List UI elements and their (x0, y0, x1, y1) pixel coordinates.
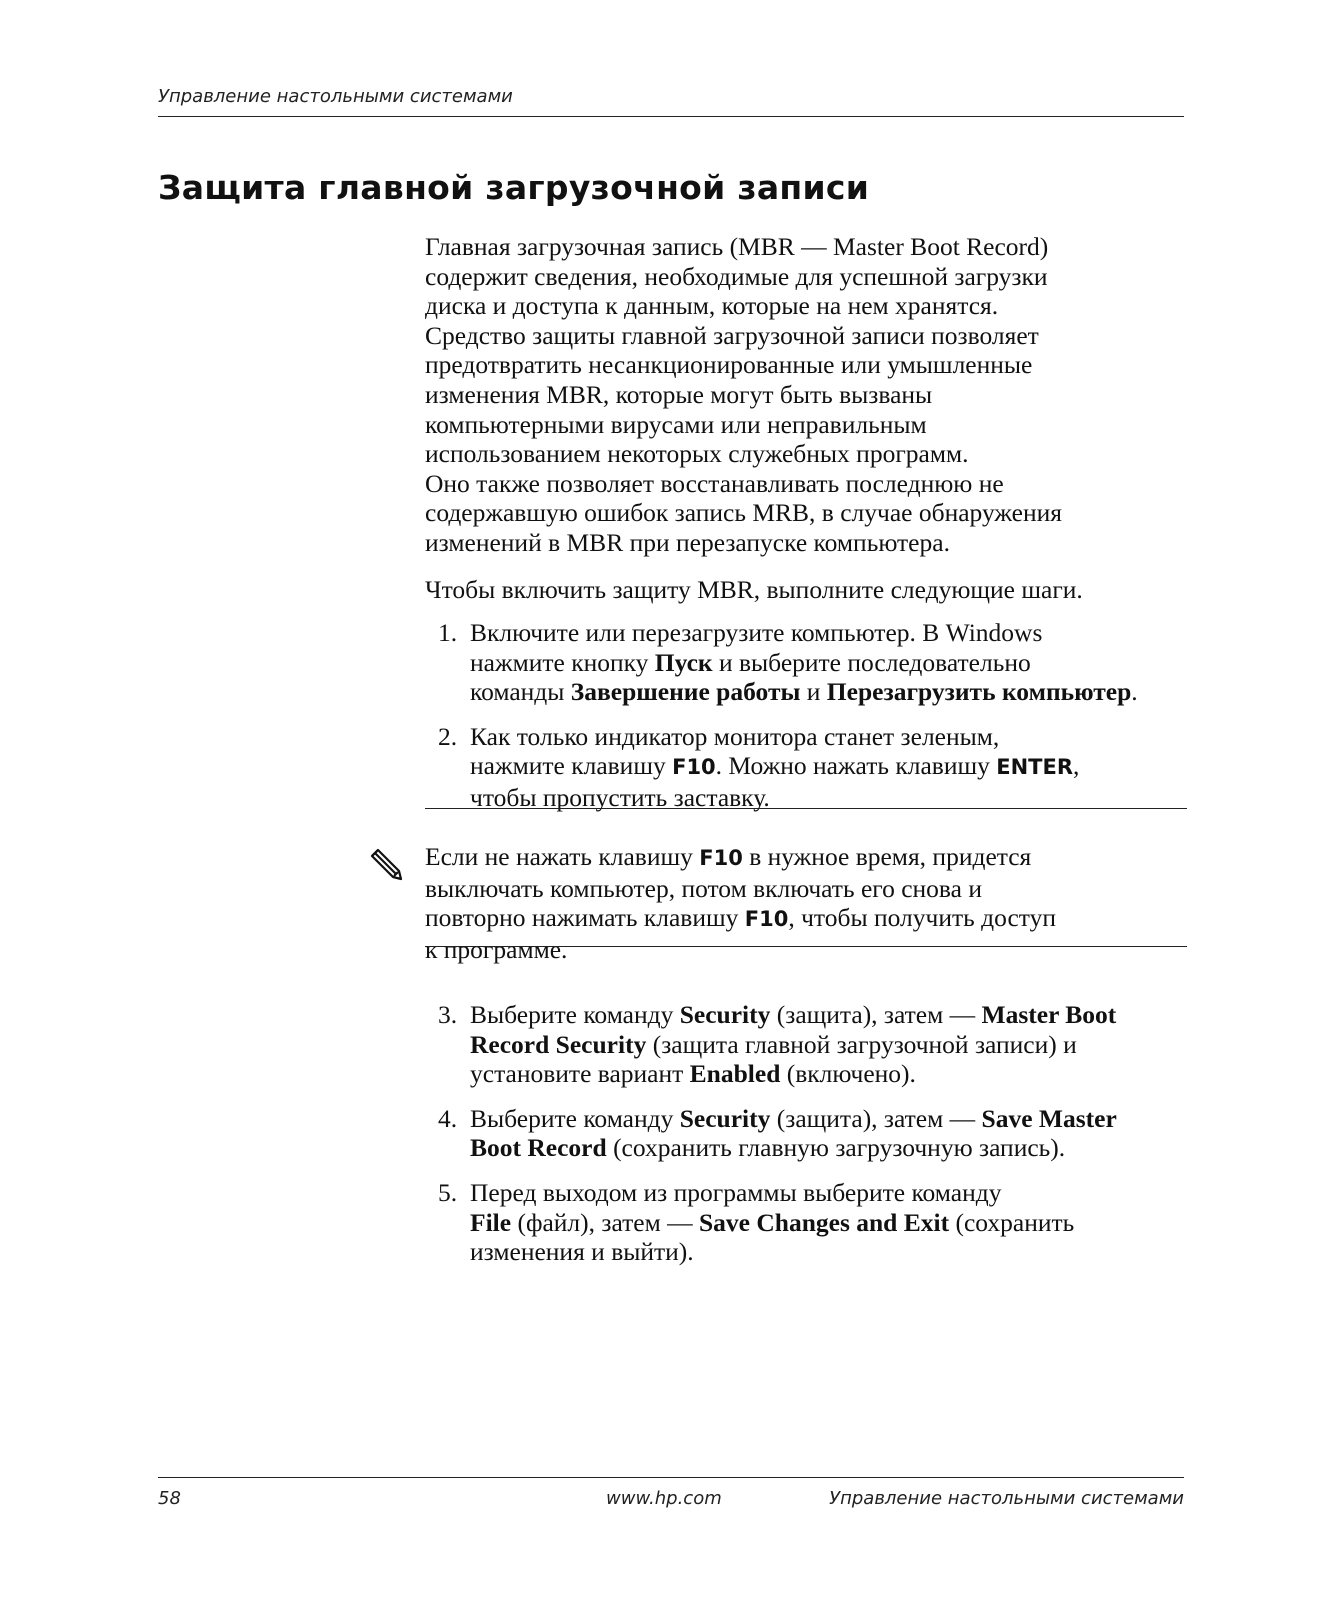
step-line: нажмите клавишу F10. Можно нажать клавишу ENTER, (470, 751, 1080, 781)
footer-url[interactable]: www.hp.com (606, 1488, 722, 1509)
step-line: Выберите команду Security (защита), затем — Save Master (470, 1103, 1117, 1133)
ui-term-security: Security (679, 1000, 771, 1029)
ui-term-start: Пуск (654, 647, 713, 677)
step-line: установите вариант Enabled (включено). (470, 1059, 916, 1089)
ui-term-restart: Перезагрузить компьютер (826, 677, 1132, 707)
intro-line: Средство защиты главной загрузочной записи позволяет (425, 320, 1039, 350)
key-f10: F10 (699, 846, 743, 870)
intro-line: Главная загрузочная запись (MBR — Master Boot Record) (425, 232, 1049, 261)
step-number: 4. (438, 1103, 458, 1133)
running-header (158, 86, 1184, 117)
key-f10: F10 (744, 907, 789, 932)
step-3 (425, 1000, 1190, 1089)
intro-line: содержавшую ошибок запись MRB, в случае обнаружения (425, 498, 1062, 528)
steps-list-1 (425, 618, 1190, 828)
lead-text: Чтобы включить защиту MBR, выполните следующие шаги. (425, 575, 1083, 604)
intro-line: использованием некоторых служебных программ. (425, 439, 969, 469)
intro-line: компьютерными вирусами или неправильным (425, 409, 927, 439)
ui-term-file: File (470, 1207, 512, 1237)
ui-term-enabled: Enabled (689, 1059, 781, 1089)
note-line: Если не нажать клавишу F10 в нужное время, придется (425, 842, 1032, 871)
ui-term-security: Security (679, 1103, 771, 1133)
step-line: Record Security (защита главной загрузочной записи) и (470, 1029, 1077, 1059)
intro-line: диска и доступа к данным, которые на нем хранятся. (425, 291, 999, 321)
step-5 (425, 1178, 1190, 1267)
footer-title: Управление настольными системами (829, 1488, 1184, 1509)
step-number: 5. (438, 1177, 458, 1207)
intro-paragraph (425, 232, 1190, 558)
running-header-title: Управление настольными системами (158, 86, 513, 107)
step-line: Выберите команду Security (защита), затем — Master Boot (470, 1000, 1117, 1029)
intro-line: изменения MBR, которые могут быть вызваны (425, 379, 933, 409)
ui-term-master-boot: Master Boot (981, 1000, 1117, 1029)
step-line: Включите или перезагрузите компьютер. В Windows (470, 618, 1043, 647)
intro-line: Оно также позволяет восстанавливать последнюю не (425, 468, 1004, 498)
step-line: Boot Record (сохранить главную загрузочную запись). (470, 1133, 1066, 1163)
ui-term-save-master: Save Master (981, 1103, 1117, 1133)
pencil-note-icon (368, 846, 404, 882)
step-2 (425, 722, 1190, 813)
page-footer (158, 1477, 1184, 1518)
note-line: к программе. (425, 934, 568, 964)
ui-term-shutdown: Завершение работы (570, 677, 801, 707)
key-enter: ENTER (996, 755, 1073, 780)
section-title: Защита главной загрузочной записи (158, 168, 870, 207)
ui-term-record-security: Record Security (470, 1029, 647, 1059)
key-f10: F10 (672, 755, 716, 780)
note-line: повторно нажимать клавишу F10, чтобы получить доступ (425, 903, 1056, 933)
step-line: команды Завершение работы и Перезагрузить компьютер. (470, 677, 1138, 707)
ui-term-save-changes-exit: Save Changes and Exit (698, 1207, 950, 1237)
step-1 (425, 618, 1190, 707)
step-line: File (файл), затем — Save Changes and Exit (сохранить (470, 1207, 1075, 1237)
step-line: чтобы пропустить заставку. (470, 782, 770, 812)
step-line: Перед выходом из программы выберите команду (470, 1177, 1002, 1207)
step-line: Как только индикатор монитора станет зеленым, (470, 721, 1000, 751)
step-4 (425, 1104, 1190, 1163)
note-bottom-rule (425, 946, 1187, 947)
note-top-rule (425, 808, 1187, 809)
step-number: 1. (438, 618, 458, 647)
steps-list-2 (425, 1000, 1190, 1282)
intro-line: содержит сведения, необходимые для успешной загрузки (425, 261, 1048, 291)
page-number: 58 (158, 1488, 181, 1509)
step-number: 3. (438, 1000, 458, 1029)
intro-line: изменений в MBR при перезапуске компьютера. (425, 527, 950, 557)
lead-paragraph (425, 575, 1190, 605)
step-number: 2. (438, 721, 458, 751)
step-line: нажмите кнопку Пуск и выберите последовательно (470, 647, 1031, 677)
note-line: выключать компьютер, потом включать его снова и (425, 873, 982, 903)
intro-line: предотвратить несанкционированные или умышленные (425, 350, 1033, 380)
step-line: изменения и выйти). (470, 1237, 694, 1267)
ui-term-boot-record: Boot Record (470, 1133, 607, 1163)
